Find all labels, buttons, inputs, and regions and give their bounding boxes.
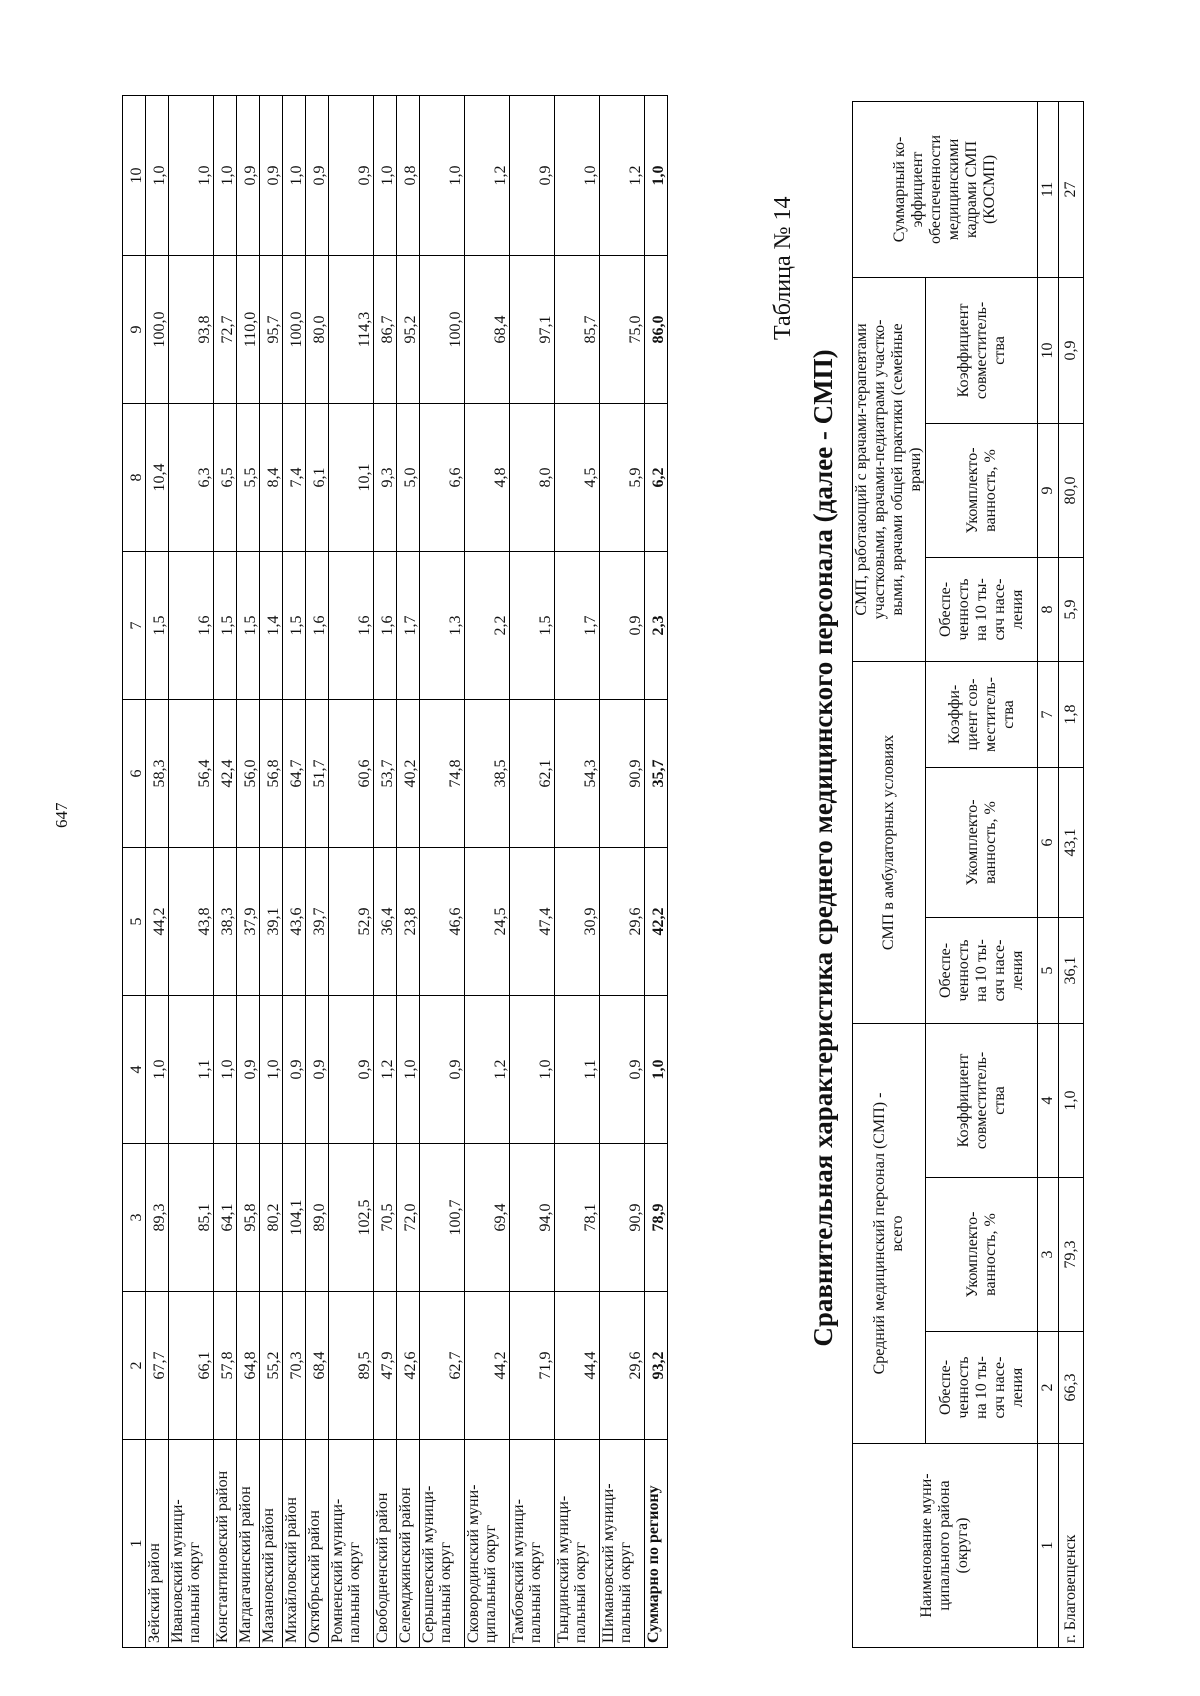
row-name: г. Благовещенск [1059, 1444, 1084, 1648]
cell-value: 5,0 [397, 404, 420, 552]
cell-value: 51,7 [306, 700, 329, 848]
table-row [146, 96, 169, 1648]
table-row [397, 96, 420, 1648]
cell-value: 110,0 [237, 256, 260, 404]
page-number: 647 [52, 802, 71, 828]
cell-value: 1,0 [510, 996, 555, 1144]
cell-value: 1,2 [600, 96, 645, 256]
cell-value: 10,4 [146, 404, 169, 552]
cell-value: 95,7 [260, 256, 283, 404]
table-row [283, 96, 306, 1648]
column-number: 10 [123, 96, 146, 256]
cell-value: 1,5 [283, 552, 306, 700]
cell-value: 4,8 [465, 404, 510, 552]
cell-value: 1,7 [397, 552, 420, 700]
cell-value: 2,2 [465, 552, 510, 700]
table-row [510, 96, 555, 1648]
cell-value: 30,9 [555, 848, 600, 996]
cell-value: 9,3 [374, 404, 397, 552]
cell-value: 39,7 [306, 848, 329, 996]
cell-value: 1,2 [465, 996, 510, 1144]
cell-value: 93,2 [645, 1292, 668, 1440]
column-number: 4 [123, 996, 146, 1144]
cell-value: 90,9 [600, 1144, 645, 1292]
cell-value: 37,9 [237, 848, 260, 996]
cell-value: 2,3 [645, 552, 668, 700]
column-number: 2 [1038, 1332, 1059, 1444]
cell-value: 0,8 [397, 96, 420, 256]
cell-value: 1,0 [1059, 1023, 1084, 1177]
cell-value: 10,1 [329, 404, 374, 552]
table-row [260, 96, 283, 1648]
cell-value: 66,1 [169, 1292, 214, 1440]
row-name: Тындинский муници- пальный округ [555, 1440, 600, 1648]
header-kosmp: Суммарный ко- эффициент обеспеченности медицинскими кадрами СМП (КОСМП) [853, 101, 1038, 277]
cell-value: 64,8 [237, 1292, 260, 1440]
column-number-row [1038, 101, 1059, 1647]
cell-value: 0,9 [510, 96, 555, 256]
cell-value: 85,1 [169, 1144, 214, 1292]
cell-value: 1,2 [465, 96, 510, 256]
table-row [237, 96, 260, 1648]
cell-value: 5,9 [1059, 557, 1084, 661]
cell-value: 40,2 [397, 700, 420, 848]
row-name: Тамбовский муници- пальный округ [510, 1440, 555, 1648]
cell-value: 100,0 [283, 256, 306, 404]
column-number: 11 [1038, 101, 1059, 277]
cell-value: 70,3 [283, 1292, 306, 1440]
cell-value: 72,7 [214, 256, 237, 404]
cell-value: 89,3 [146, 1144, 169, 1292]
cell-value: 68,4 [306, 1292, 329, 1440]
subheader-supply: Обеспе- ченность на 10 ты- сяч насе- ления [926, 1332, 1038, 1444]
cell-value: 1,5 [214, 552, 237, 700]
cell-value: 38,5 [465, 700, 510, 848]
cell-value: 64,7 [283, 700, 306, 848]
cell-value: 78,1 [555, 1144, 600, 1292]
table-row [645, 96, 668, 1648]
column-number: 8 [1038, 557, 1059, 661]
cell-value: 60,6 [329, 700, 374, 848]
header-smp-outpatient: СМП в амбулаторных условиях [853, 661, 926, 1023]
subheader-coefficient: Коэффициент совместитель- ства [926, 277, 1038, 423]
row-name: Селемджинский район [397, 1440, 420, 1648]
cell-value: 89,0 [306, 1144, 329, 1292]
column-number: 8 [123, 404, 146, 552]
table-14 [852, 101, 1084, 1648]
cell-value: 6,2 [645, 404, 668, 552]
cell-value: 55,2 [260, 1292, 283, 1440]
cell-value: 75,0 [600, 256, 645, 404]
row-name: Михайловский район [283, 1440, 306, 1648]
cell-value: 27 [1059, 101, 1084, 277]
cell-value: 62,1 [510, 700, 555, 848]
table-row [329, 96, 374, 1648]
cell-value: 79,3 [1059, 1178, 1084, 1332]
cell-value: 6,1 [306, 404, 329, 552]
cell-value: 7,4 [283, 404, 306, 552]
table-row [600, 96, 645, 1648]
row-name: Ивановский муници- пальный округ [169, 1440, 214, 1648]
cell-value: 69,4 [465, 1144, 510, 1292]
cell-value: 8,0 [510, 404, 555, 552]
cell-value: 100,7 [420, 1144, 465, 1292]
row-name: Сковородинский муни- ципальный округ [465, 1440, 510, 1648]
cell-value: 38,3 [214, 848, 237, 996]
subheader-supply: Обеспе- ченность на 10 ты- сяч насе- ления [926, 557, 1038, 661]
table-row [555, 96, 600, 1648]
row-name: Шимановский муници- пальный округ [600, 1440, 645, 1648]
cell-value: 1,0 [420, 96, 465, 256]
cell-value: 0,9 [329, 96, 374, 256]
column-number: 9 [123, 256, 146, 404]
cell-value: 72,0 [397, 1144, 420, 1292]
cell-value: 1,2 [374, 996, 397, 1144]
cell-value: 104,1 [283, 1144, 306, 1292]
cell-value: 24,5 [465, 848, 510, 996]
cell-value: 36,1 [1059, 917, 1084, 1023]
cell-value: 74,8 [420, 700, 465, 848]
cell-value: 0,9 [237, 996, 260, 1144]
subheader-staffing: Укомплекто- ванность, % [926, 767, 1038, 917]
cell-value: 54,3 [555, 700, 600, 848]
cell-value: 89,5 [329, 1292, 374, 1440]
row-name: Мазановский район [260, 1440, 283, 1648]
cell-value: 36,4 [374, 848, 397, 996]
row-name: Константиновский район [214, 1440, 237, 1648]
cell-value: 1,0 [146, 996, 169, 1144]
row-name: Октябрьский район [306, 1440, 329, 1648]
cell-value: 0,9 [260, 96, 283, 256]
column-number: 6 [123, 700, 146, 848]
row-name: Серышевский муници- пальный округ [420, 1440, 465, 1648]
cell-value: 1,0 [169, 96, 214, 256]
column-number: 7 [1038, 661, 1059, 767]
cell-value: 0,9 [600, 552, 645, 700]
cell-value: 100,0 [420, 256, 465, 404]
cell-value: 53,7 [374, 700, 397, 848]
column-number: 1 [123, 1440, 146, 1648]
cell-value: 6,3 [169, 404, 214, 552]
table-title: Сравнительная характеристика среднего медицинского персонала (далее - СМП) [808, 349, 838, 1347]
cell-value: 1,0 [555, 96, 600, 256]
cell-value: 1,0 [645, 96, 668, 256]
cell-value: 43,1 [1059, 767, 1084, 917]
continued-table [122, 95, 668, 1648]
subheader-staffing: Укомплекто- ванность, % [926, 423, 1038, 557]
cell-value: 1,0 [214, 96, 237, 256]
table-row [374, 96, 397, 1648]
cell-value: 56,8 [260, 700, 283, 848]
cell-value: 43,6 [283, 848, 306, 996]
row-name: Суммарно по региону [645, 1440, 668, 1648]
cell-value: 44,4 [555, 1292, 600, 1440]
cell-value: 97,1 [510, 256, 555, 404]
subheader-supply: Обеспе- ченность на 10 ты- сяч насе- ления [926, 917, 1038, 1023]
cell-value: 8,4 [260, 404, 283, 552]
cell-value: 43,8 [169, 848, 214, 996]
table-row [420, 96, 465, 1648]
cell-value: 57,8 [214, 1292, 237, 1440]
table-label: Таблица № 14 [770, 196, 796, 340]
cell-value: 67,7 [146, 1292, 169, 1440]
cell-value: 39,1 [260, 848, 283, 996]
cell-value: 95,8 [237, 1144, 260, 1292]
cell-value: 1,0 [374, 96, 397, 256]
cell-value: 56,4 [169, 700, 214, 848]
cell-value: 68,4 [465, 256, 510, 404]
cell-value: 29,6 [600, 1292, 645, 1440]
cell-value: 1,0 [214, 996, 237, 1144]
column-number-row [123, 96, 146, 1648]
cell-value: 42,2 [645, 848, 668, 996]
table-row [465, 96, 510, 1648]
cell-value: 5,5 [237, 404, 260, 552]
cell-value: 0,9 [600, 996, 645, 1144]
cell-value: 5,9 [600, 404, 645, 552]
cell-value: 66,3 [1059, 1332, 1084, 1444]
header-smp-total: Средний медицинский персонал (СМП) - всего [853, 1023, 926, 1443]
column-number: 7 [123, 552, 146, 700]
cell-value: 1,8 [1059, 661, 1084, 767]
cell-value: 44,2 [465, 1292, 510, 1440]
cell-value: 1,1 [169, 996, 214, 1144]
cell-value: 1,5 [146, 552, 169, 700]
cell-value: 44,2 [146, 848, 169, 996]
table-row [214, 96, 237, 1648]
column-number: 3 [1038, 1178, 1059, 1332]
column-number: 6 [1038, 767, 1059, 917]
cell-value: 47,4 [510, 848, 555, 996]
column-number: 1 [1038, 1444, 1059, 1648]
cell-value: 86,7 [374, 256, 397, 404]
cell-value: 95,2 [397, 256, 420, 404]
cell-value: 80,0 [1059, 423, 1084, 557]
cell-value: 29,6 [600, 848, 645, 996]
column-number: 4 [1038, 1023, 1059, 1177]
cell-value: 100,0 [146, 256, 169, 404]
cell-value: 1,0 [260, 996, 283, 1144]
cell-value: 71,9 [510, 1292, 555, 1440]
cell-value: 1,0 [146, 96, 169, 256]
cell-value: 80,0 [306, 256, 329, 404]
column-number: 10 [1038, 277, 1059, 423]
subheader-coefficient: Коэффи- циент сов- меститель- ства [926, 661, 1038, 767]
cell-value: 1,6 [329, 552, 374, 700]
cell-value: 1,5 [237, 552, 260, 700]
table-row [169, 96, 214, 1648]
cell-value: 0,9 [420, 996, 465, 1144]
cell-value: 1,6 [374, 552, 397, 700]
cell-value: 1,0 [645, 996, 668, 1144]
column-number: 3 [123, 1144, 146, 1292]
cell-value: 35,7 [645, 700, 668, 848]
cell-value: 78,9 [645, 1144, 668, 1292]
cell-value: 1,7 [555, 552, 600, 700]
column-number: 9 [1038, 423, 1059, 557]
cell-value: 52,9 [329, 848, 374, 996]
header-municipality: Наименование муни- ципального района (округа) [853, 1444, 1038, 1648]
cell-value: 102,5 [329, 1144, 374, 1292]
cell-value: 0,9 [306, 96, 329, 256]
cell-value: 56,0 [237, 700, 260, 848]
row-name: Свободненский район [374, 1440, 397, 1648]
cell-value: 46,6 [420, 848, 465, 996]
cell-value: 0,9 [329, 996, 374, 1144]
cell-value: 94,0 [510, 1144, 555, 1292]
cell-value: 0,9 [283, 996, 306, 1144]
table-row [1059, 101, 1084, 1647]
subheader-coefficient: Коэффициент совместитель- ства [926, 1023, 1038, 1177]
row-name: Ромненский муници- пальный округ [329, 1440, 374, 1648]
cell-value: 6,5 [214, 404, 237, 552]
header-smp-district-doctors: СМП, работающий с врачами-терапевтами участковыми, врачами-педиатрами участко- выми, врачами общей практики (семейные врачи) [853, 277, 926, 661]
cell-value: 0,9 [1059, 277, 1084, 423]
cell-value: 114,3 [329, 256, 374, 404]
cell-value: 80,2 [260, 1144, 283, 1292]
cell-value: 1,6 [169, 552, 214, 700]
cell-value: 1,0 [283, 96, 306, 256]
cell-value: 62,7 [420, 1292, 465, 1440]
cell-value: 47,9 [374, 1292, 397, 1440]
subheader-staffing: Укомплекто- ванность, % [926, 1178, 1038, 1332]
cell-value: 86,0 [645, 256, 668, 404]
cell-value: 85,7 [555, 256, 600, 404]
cell-value: 70,5 [374, 1144, 397, 1292]
cell-value: 1,4 [260, 552, 283, 700]
cell-value: 1,6 [306, 552, 329, 700]
cell-value: 0,9 [306, 996, 329, 1144]
cell-value: 90,9 [600, 700, 645, 848]
cell-value: 1,5 [510, 552, 555, 700]
row-name: Магдагачинский район [237, 1440, 260, 1648]
row-name: Зейский район [146, 1440, 169, 1648]
cell-value: 42,6 [397, 1292, 420, 1440]
cell-value: 0,9 [237, 96, 260, 256]
column-number: 2 [123, 1292, 146, 1440]
column-number: 5 [123, 848, 146, 996]
cell-value: 1,3 [420, 552, 465, 700]
table-row [306, 96, 329, 1648]
cell-value: 93,8 [169, 256, 214, 404]
cell-value: 1,0 [397, 996, 420, 1144]
cell-value: 42,4 [214, 700, 237, 848]
cell-value: 1,1 [555, 996, 600, 1144]
cell-value: 23,8 [397, 848, 420, 996]
cell-value: 4,5 [555, 404, 600, 552]
cell-value: 58,3 [146, 700, 169, 848]
cell-value: 6,6 [420, 404, 465, 552]
cell-value: 64,1 [214, 1144, 237, 1292]
column-number: 5 [1038, 917, 1059, 1023]
